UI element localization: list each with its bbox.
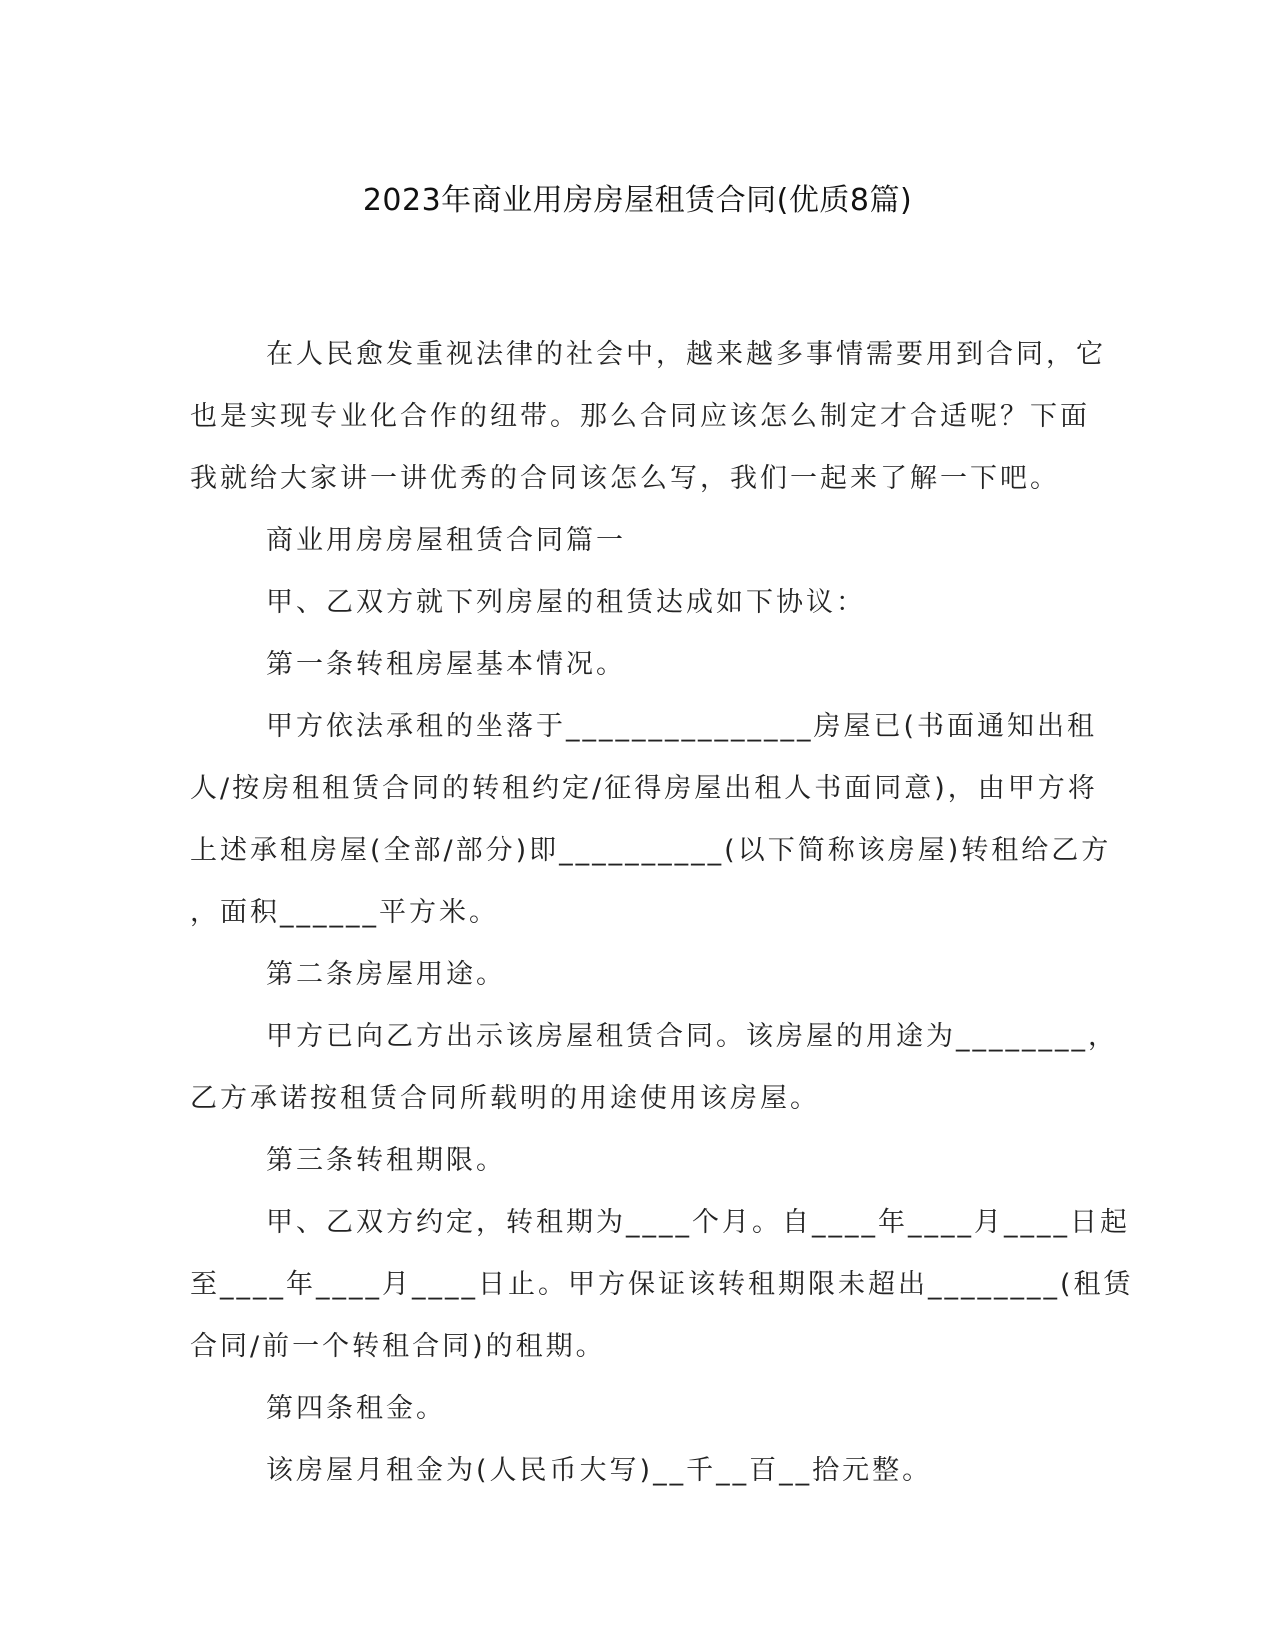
body-line: 甲、乙双方约定，转租期为____个月。自____年____月____日起 [266, 1207, 1130, 1238]
body-line: 甲、乙双方就下列房屋的租赁达成如下协议： [266, 587, 866, 618]
body-line: 也是实现专业化合作的纽带。那么合同应该怎么制定才合适呢？下面 [190, 401, 1090, 432]
document-title: 2023年商业用房房屋租赁合同(优质8篇) [362, 183, 913, 218]
body-line: 乙方承诺按租赁合同所载明的用途使用该房屋。 [190, 1083, 820, 1114]
body-line: 合同/前一个转租合同)的租期。 [190, 1331, 606, 1362]
body-line: 该房屋月租金为(人民币大写)__千__百__拾元整。 [266, 1455, 933, 1486]
document-body [190, 324, 1134, 1502]
body-line: 甲方依法承租的坐落于_______________房屋已(书面通知出租 [266, 711, 1098, 742]
body-line: 甲方已向乙方出示该房屋租赁合同。该房屋的用途为________， [266, 1021, 1118, 1052]
body-line: 上述承租房屋(全部/部分)即__________(以下简称该房屋)转租给乙方 [190, 835, 1112, 866]
body-line: ，面积______平方米。 [190, 897, 499, 928]
body-line: 至____年____月____日止。甲方保证该转租期限未超出________(租赁 [190, 1269, 1134, 1300]
body-line: 第一条转租房屋基本情况。 [266, 649, 626, 680]
body-line: 我就给大家讲一讲优秀的合同该怎么写，我们一起来了解一下吧。 [190, 463, 1060, 494]
body-line: 商业用房房屋租赁合同篇一 [266, 525, 626, 556]
body-line: 在人民愈发重视法律的社会中，越来越多事情需要用到合同，它 [266, 339, 1106, 370]
body-line: 第三条转租期限。 [266, 1145, 506, 1176]
body-line: 人/按房租租赁合同的转租约定/征得房屋出租人书面同意)，由甲方将 [190, 773, 1098, 804]
body-line: 第四条租金。 [266, 1393, 446, 1424]
body-line: 第二条房屋用途。 [266, 959, 506, 990]
